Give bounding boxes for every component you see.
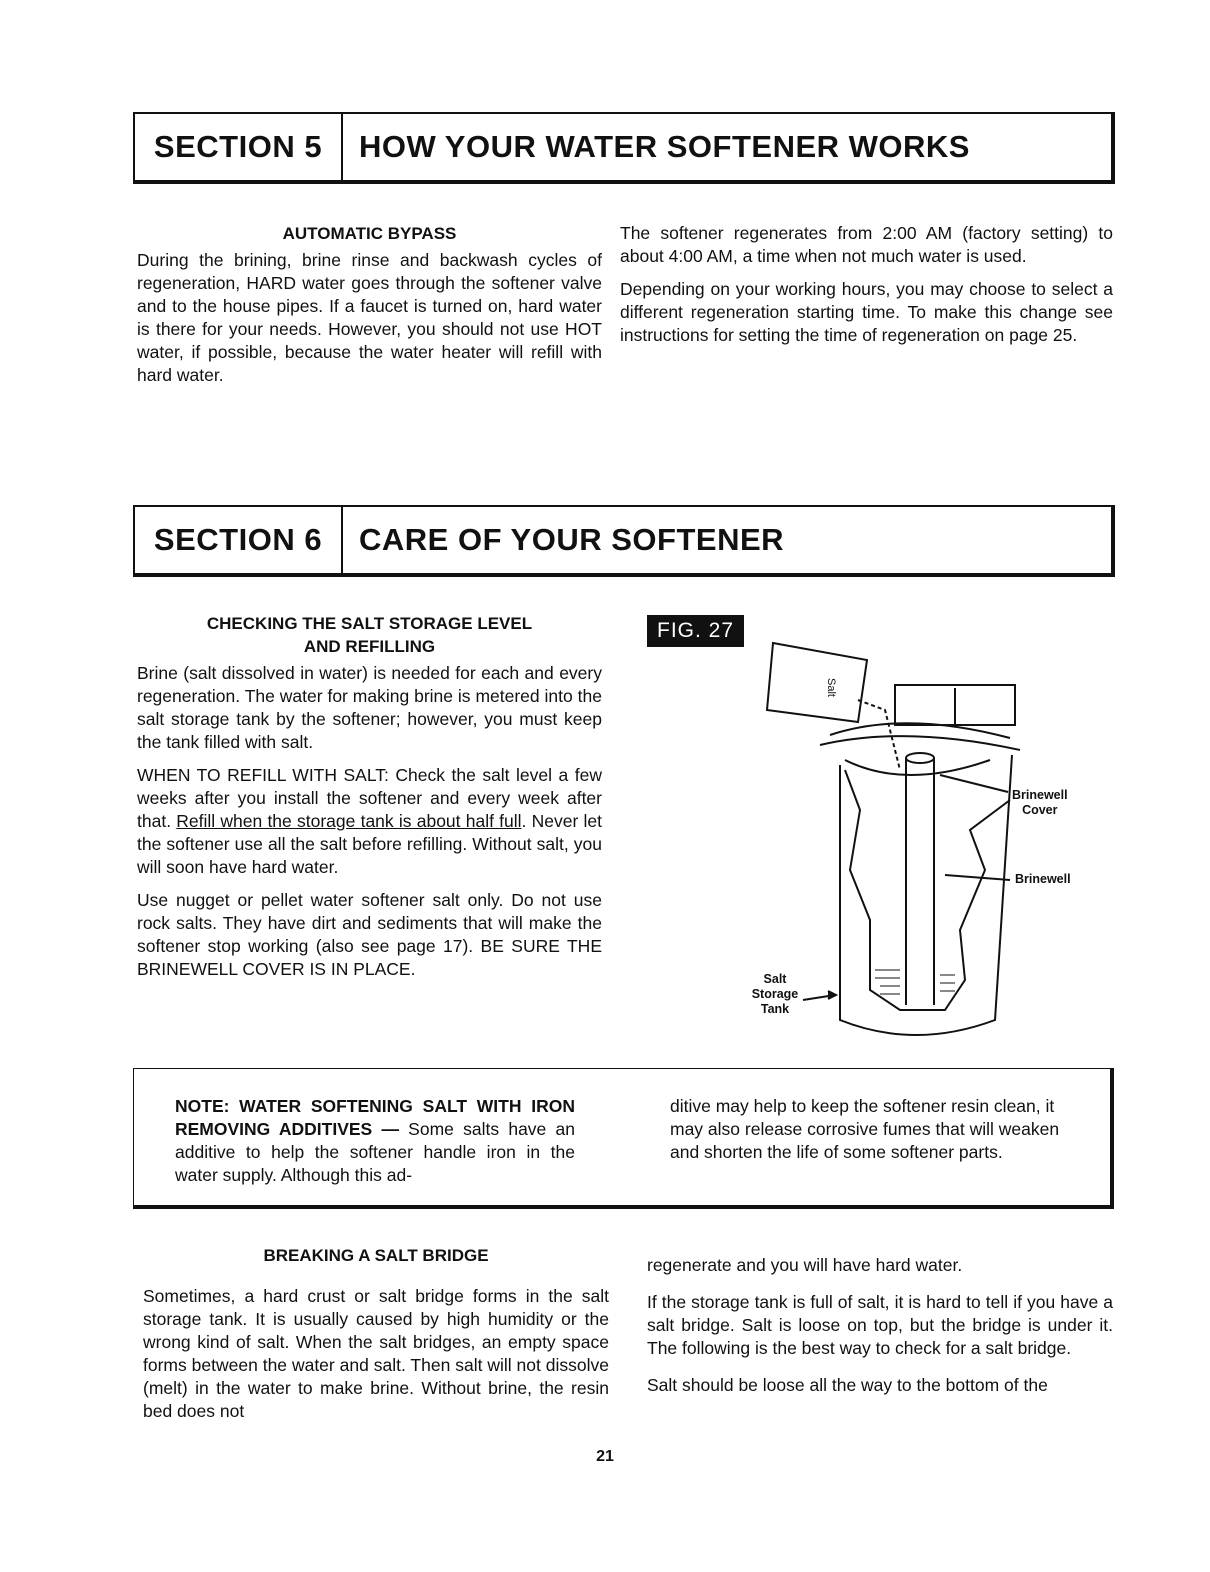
automatic-bypass xyxy=(137,222,602,397)
paragraph: Sometimes, a hard crust or salt bridge forms in the salt storage tank. It is usually caused by high humidity or the wrong kind of salt. When the salt bridges, an empty space forms between the water and salt. Then salt will not dissolve (melt) in the water to make brine. Without brine, the resin bed does not xyxy=(143,1286,609,1421)
section-6-header xyxy=(133,505,1115,577)
heading: BREAKING A SALT BRIDGE xyxy=(263,1246,489,1265)
text: WHEN TO REFILL WITH SALT: Check the salt level a few weeks after you install the softener and every week after that. xyxy=(137,765,602,831)
note-text: Some salts have an additive to help the softener handle iron in the water supply. Although this ad- xyxy=(175,1119,575,1185)
bag-label: Salt xyxy=(825,678,837,697)
section-number: SECTION 6 xyxy=(135,507,343,573)
note-left xyxy=(175,1095,575,1187)
regeneration-time xyxy=(620,222,1113,357)
paragraph: The softener regenerates from 2:00 AM (factory setting) to about 4:00 AM, a time when not much water is used. xyxy=(620,223,1113,266)
figure-badge: FIG. 27 xyxy=(647,615,744,647)
paragraph: If the storage tank is full of salt, it is hard to tell if you have a salt bridge. Salt is loose on top, but the bridge is under it. The following is the best way to check for a salt bridge. xyxy=(647,1292,1113,1358)
section-title: CARE OF YOUR SOFTENER xyxy=(359,522,785,557)
label-line: Cover xyxy=(1022,803,1058,817)
checking-salt-level xyxy=(137,612,602,991)
salt-storage-tank-label xyxy=(744,972,806,1017)
paragraph: During the brining, brine rinse and backwash cycles of regeneration, HARD water goes through the softener valve and to the house pipes. If a faucet is turned on, hard water is there for your needs. However, you should not use HOT water, if possible, because the water heater will refill with hard water. xyxy=(137,250,602,385)
paragraph: Depending on your working hours, you may choose to select a different regeneration starting time. To make this change see instructions for setting the time of regeneration on page 25. xyxy=(620,279,1113,345)
section-number: SECTION 5 xyxy=(135,114,343,180)
page-number: 21 xyxy=(596,1448,614,1465)
breaking-salt-bridge xyxy=(143,1244,609,1433)
heading: CHECKING THE SALT STORAGE LEVEL xyxy=(206,614,533,633)
heading: AND REFILLING xyxy=(303,637,436,656)
salt-bridge-continued xyxy=(647,1254,1113,1407)
brinewell-cover-label xyxy=(1012,788,1068,818)
label-line: Tank xyxy=(760,1002,790,1016)
underlined-text: Refill when the storage tank is about half full xyxy=(176,811,522,831)
label-line: Salt xyxy=(763,972,787,986)
label-line: Storage xyxy=(751,987,799,1001)
note-right: ditive may help to keep the softener resin clean, it may also release corrosive fumes that will weaken and shorten the life of some softener parts. xyxy=(670,1096,1060,1162)
salt-bag-icon xyxy=(767,643,867,722)
brinewell-label: Brinewell xyxy=(1015,872,1071,886)
paragraph: Salt should be loose all the way to the bottom of the xyxy=(647,1375,1048,1395)
paragraph: Use nugget or pellet water softener salt only. Do not use rock salts. They have dirt and sediments that will make the softener stop working (also see page 17). BE SURE THE BRINEWELL COVER IS IN PLACE. xyxy=(137,890,602,979)
paragraph: regenerate and you will have hard water. xyxy=(647,1255,963,1275)
note-heading: NOTE: WATER SOFTENING SALT WITH IRON REMOVING ADDITIVES — xyxy=(175,1096,575,1139)
section-5-header xyxy=(133,112,1115,184)
note-box xyxy=(133,1068,1114,1209)
label-line: Brinewell xyxy=(1012,788,1068,802)
section-title: HOW YOUR WATER SOFTENER WORKS xyxy=(359,129,970,164)
paragraph xyxy=(137,764,602,879)
paragraph: Brine (salt dissolved in water) is needed for each and every regeneration. The water for making brine is metered into the salt storage tank by the softener; however, you must keep the tank filled with salt. xyxy=(137,663,602,752)
heading: AUTOMATIC BYPASS xyxy=(282,224,457,243)
text: . Never let the softener use all the salt before refilling. Without salt, you will soon have hard water. xyxy=(137,811,603,877)
